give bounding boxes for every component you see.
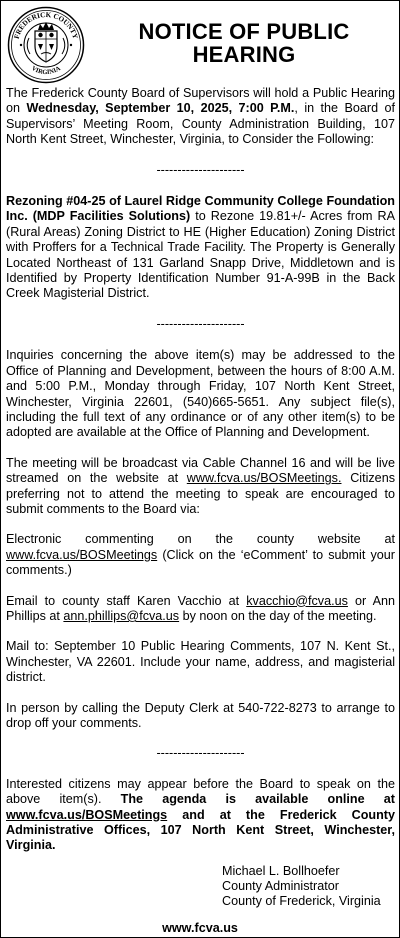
email-text-1: Email to county staff Karen Vacchio at (6, 593, 247, 608)
seal-top-text: FREDERICK COUNTY (12, 10, 80, 40)
agenda-text-2: and at the Frederick County Administrative Offices, 107 North Kent Street, Winchester, Virginia. (6, 807, 395, 853)
intro-text-1: The Frederick County Board of Supervisors will hold a Public Hearing on (6, 86, 395, 116)
rezoning-text: to Rezone 19.81+/- Acres from RA (Rural Areas) Zoning District to HE (Higher Education) Zoning District with Proffers for a Technical Trade Facility. The Property is Generally Located Northeast of 131 Garland Snapp Drive, Middletown and is Identified by Property Identification Number 91-A-99B in the Back Creek Magisterial District. (6, 209, 395, 301)
aphillips-email-link[interactable]: ann.phillips@fcva.us (63, 608, 180, 623)
intro-text-2: , in the Board of Supervisors’ Meeting Room, County Administration Building, 107 North Kent Street, Winchester, Virginia, to Consider the Following: (6, 101, 395, 147)
rezoning-paragraph (6, 194, 395, 302)
notice-body (6, 86, 395, 854)
email-paragraph (6, 594, 395, 625)
signature-name: Michael L. Bollhoefer (222, 864, 340, 878)
signature-block (222, 864, 381, 909)
footer-website-link[interactable]: www.fcva.us (162, 921, 238, 935)
separator-2: --------------------- (156, 316, 245, 331)
broadcast-text-2: Citizens preferring not to attend the meeting to speak are encouraged to submit comments to the Board via: (6, 471, 395, 516)
closing-text: Interested citizens may appear before the Board to speak on the above item(s). (6, 776, 395, 807)
closing-paragraph (6, 777, 395, 854)
page-title (92, 20, 396, 66)
separator-1: --------------------- (156, 162, 245, 177)
electronic-text-2: (Click on the ‘eComment’ to submit your comments.) (6, 547, 395, 578)
in-person-paragraph: In person by calling the Deputy Clerk at 540-722-8273 to arrange to drop off your comments. (6, 700, 395, 730)
hearing-date: Wednesday, September 10, 2025, 7:00 P.M. (26, 101, 295, 116)
intro-paragraph (6, 86, 395, 148)
title-line-1: NOTICE OF PUBLIC (138, 19, 350, 44)
seal-bottom-text: VIRGINIA (30, 64, 62, 77)
rezoning-title: Rezoning #04-25 of Laurel Ridge Community College Foundation Inc. (MDP Facilities Solutions) (6, 194, 395, 224)
signature-title: County Administrator (222, 879, 339, 893)
electronic-paragraph (6, 532, 395, 578)
broadcast-text-1: The meeting will be broadcast via Cable Channel 16 and will be live streamed on the website at (6, 455, 395, 486)
email-text-3: by noon on the day of the meeting. (179, 608, 377, 623)
county-seal-icon (7, 6, 85, 84)
electronic-text-1: Electronic commenting on the county website at (6, 532, 395, 547)
inquiries-paragraph: Inquiries concerning the above item(s) may be addressed to the Office of Planning and Development, between the hours of 8:00 A.M. and 5:00 P.M., Monday through Friday, 107 North Kent Street, Winchester, Virginia 22601, (540)665-5651. Any subject file(s), including the full text of any ordinance or of any other item(s) to be adopted are available at the Office of Planning and Development. (6, 348, 395, 440)
ecomment-link[interactable]: www.fcva.us/BOSMeetings (6, 547, 158, 562)
kvacchio-email-link[interactable]: kvacchio@fcva.us (246, 593, 348, 608)
title-line-2: HEARING (192, 42, 296, 67)
mail-paragraph: Mail to: September 10 Public Hearing Comments, 107 N. Kent St., Winchester, VA 22601. Include your name, address, and magisterial district. (6, 639, 395, 685)
separator-3: --------------------- (156, 746, 245, 761)
email-text-2: or Ann Phillips at (6, 593, 395, 623)
bos-meetings-link[interactable]: www.fcva.us/BOSMeetings. (186, 471, 342, 486)
agenda-text-1: The agenda is available online at (120, 792, 395, 807)
broadcast-paragraph (6, 456, 395, 518)
signature-org: County of Frederick, Virginia (222, 894, 381, 908)
agenda-link[interactable]: www.fcva.us/BOSMeetings (6, 807, 168, 822)
